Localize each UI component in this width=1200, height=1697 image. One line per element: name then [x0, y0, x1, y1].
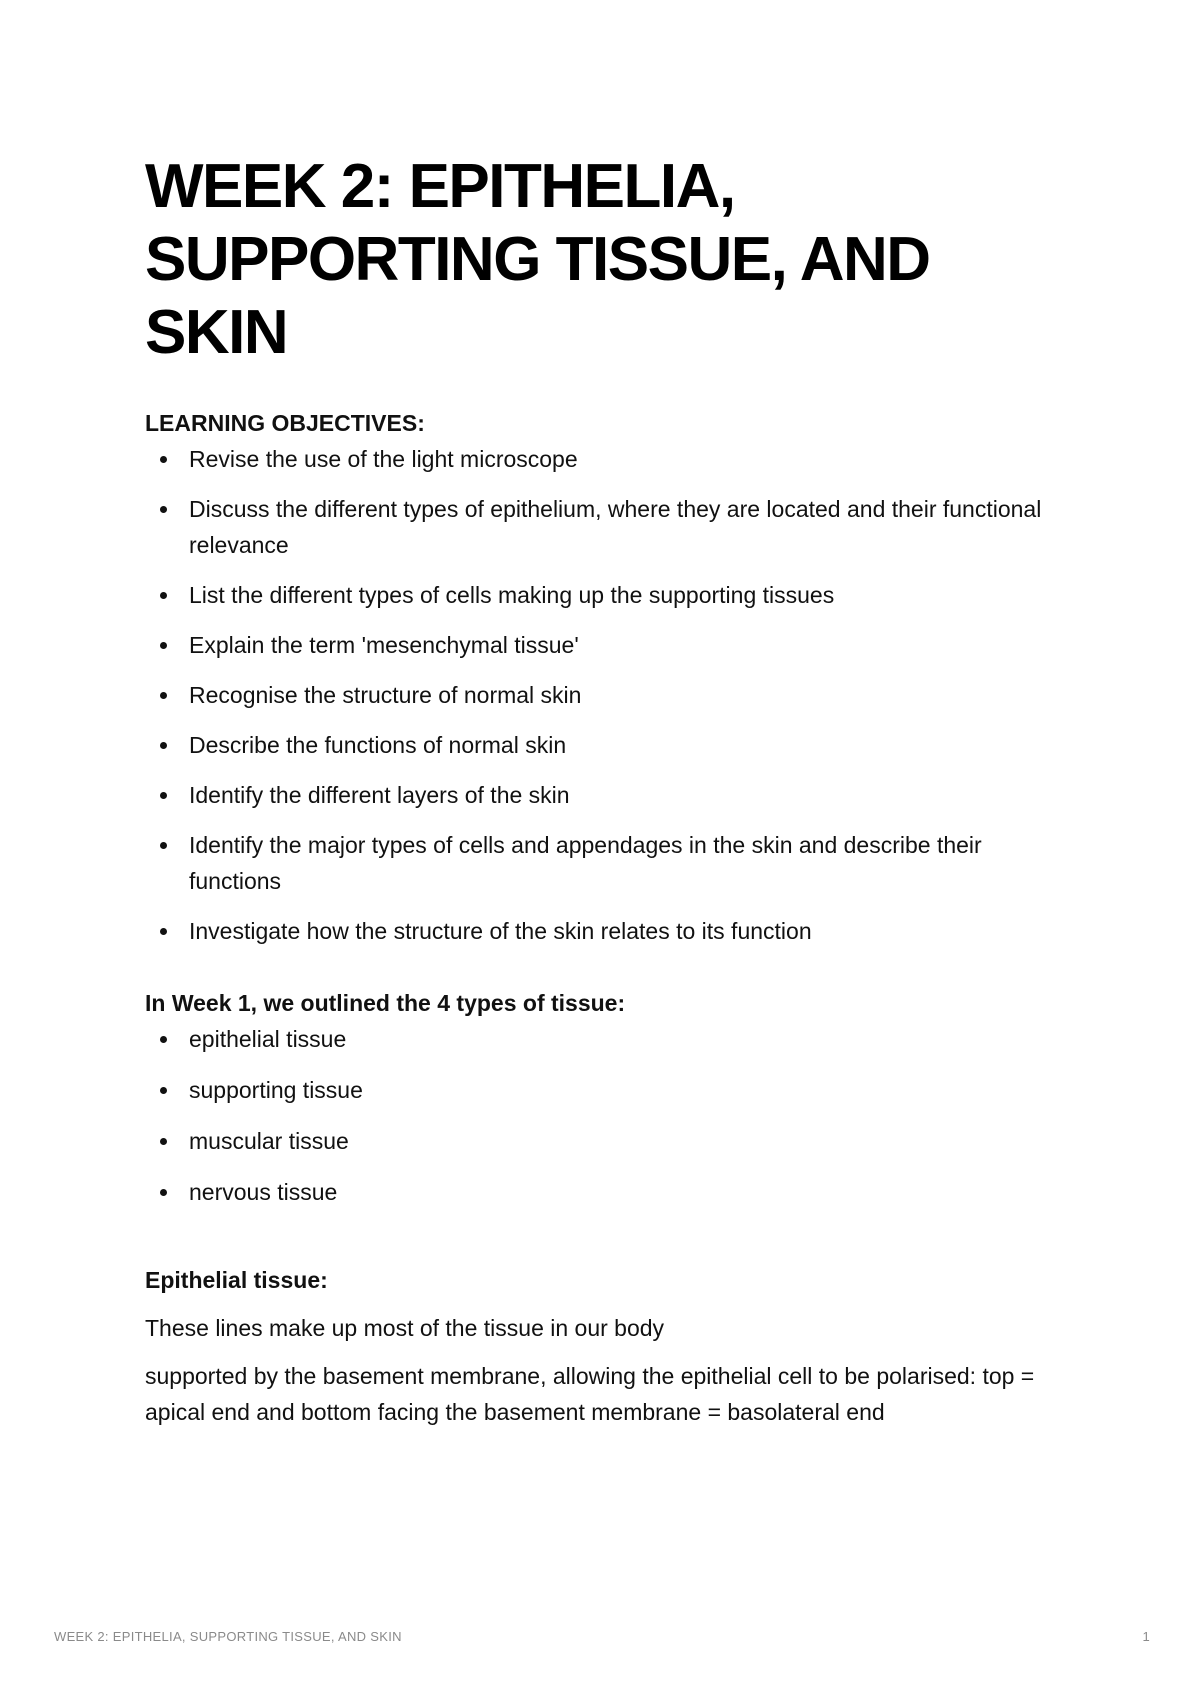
- page-title: WEEK 2: EPITHELIA, SUPPORTING TISSUE, AND SKIN: [145, 152, 930, 367]
- list-item: [145, 727, 1065, 763]
- epithelial-tissue-heading: Epithelial tissue:: [145, 1267, 328, 1293]
- list-item: [145, 491, 1065, 563]
- tissue-types-list: [145, 1021, 1065, 1210]
- list-item-text: List the different types of cells making up the supporting tissues: [189, 582, 835, 608]
- list-item: [145, 1021, 1065, 1057]
- learning-objectives-heading: LEARNING OBJECTIVES:: [145, 410, 425, 436]
- page-footer: [54, 1629, 1150, 1644]
- bullet-icon: [160, 642, 167, 649]
- page-content: [145, 150, 1065, 1430]
- tissue-types-intro: In Week 1, we outlined the 4 types of tissue:: [145, 990, 626, 1016]
- list-item-text: Identify the different layers of the skin: [189, 782, 570, 808]
- list-item-text: Describe the functions of normal skin: [189, 732, 567, 758]
- bullet-icon: [160, 592, 167, 599]
- list-item-text: Discuss the different types of epithelium, where they are located and their functional relevance: [189, 496, 1042, 558]
- list-item-text: Identify the major types of cells and appendages in the skin and describe their functions: [189, 832, 982, 894]
- bullet-icon: [160, 456, 167, 463]
- bullet-icon: [160, 1189, 167, 1196]
- list-item: [145, 827, 1065, 899]
- list-item-text: nervous tissue: [189, 1179, 338, 1205]
- list-item: [145, 627, 1065, 663]
- list-item: [145, 913, 1065, 949]
- list-item-text: epithelial tissue: [189, 1026, 347, 1052]
- list-item-text: Recognise the structure of normal skin: [189, 682, 582, 708]
- bullet-icon: [160, 842, 167, 849]
- list-item-text: Revise the use of the light microscope: [189, 446, 578, 472]
- list-item-text: muscular tissue: [189, 1128, 349, 1154]
- list-item-text: Explain the term 'mesenchymal tissue': [189, 632, 579, 658]
- page-number: 1: [1142, 1629, 1150, 1644]
- footer-title: WEEK 2: EPITHELIA, SUPPORTING TISSUE, AND SKIN: [54, 1629, 402, 1644]
- bullet-icon: [160, 692, 167, 699]
- bullet-icon: [160, 506, 167, 513]
- list-item-text: supporting tissue: [189, 1077, 363, 1103]
- bullet-icon: [160, 792, 167, 799]
- list-item: [145, 677, 1065, 713]
- bullet-icon: [160, 1138, 167, 1145]
- list-item: [145, 1174, 1065, 1210]
- bullet-icon: [160, 742, 167, 749]
- list-item: [145, 777, 1065, 813]
- bullet-icon: [160, 928, 167, 935]
- bullet-icon: [160, 1087, 167, 1094]
- paragraph: These lines make up most of the tissue in our body: [145, 1315, 665, 1341]
- objectives-list: [145, 441, 1065, 949]
- list-item: [145, 577, 1065, 613]
- list-item: [145, 441, 1065, 477]
- bullet-icon: [160, 1036, 167, 1043]
- list-item-text: Investigate how the structure of the skin relates to its function: [189, 918, 812, 944]
- paragraph: supported by the basement membrane, allowing the epithelial cell to be polarised: top = apical end and bottom facing the basement membrane = basolateral end: [145, 1363, 1035, 1425]
- list-item: [145, 1123, 1065, 1159]
- list-item: [145, 1072, 1065, 1108]
